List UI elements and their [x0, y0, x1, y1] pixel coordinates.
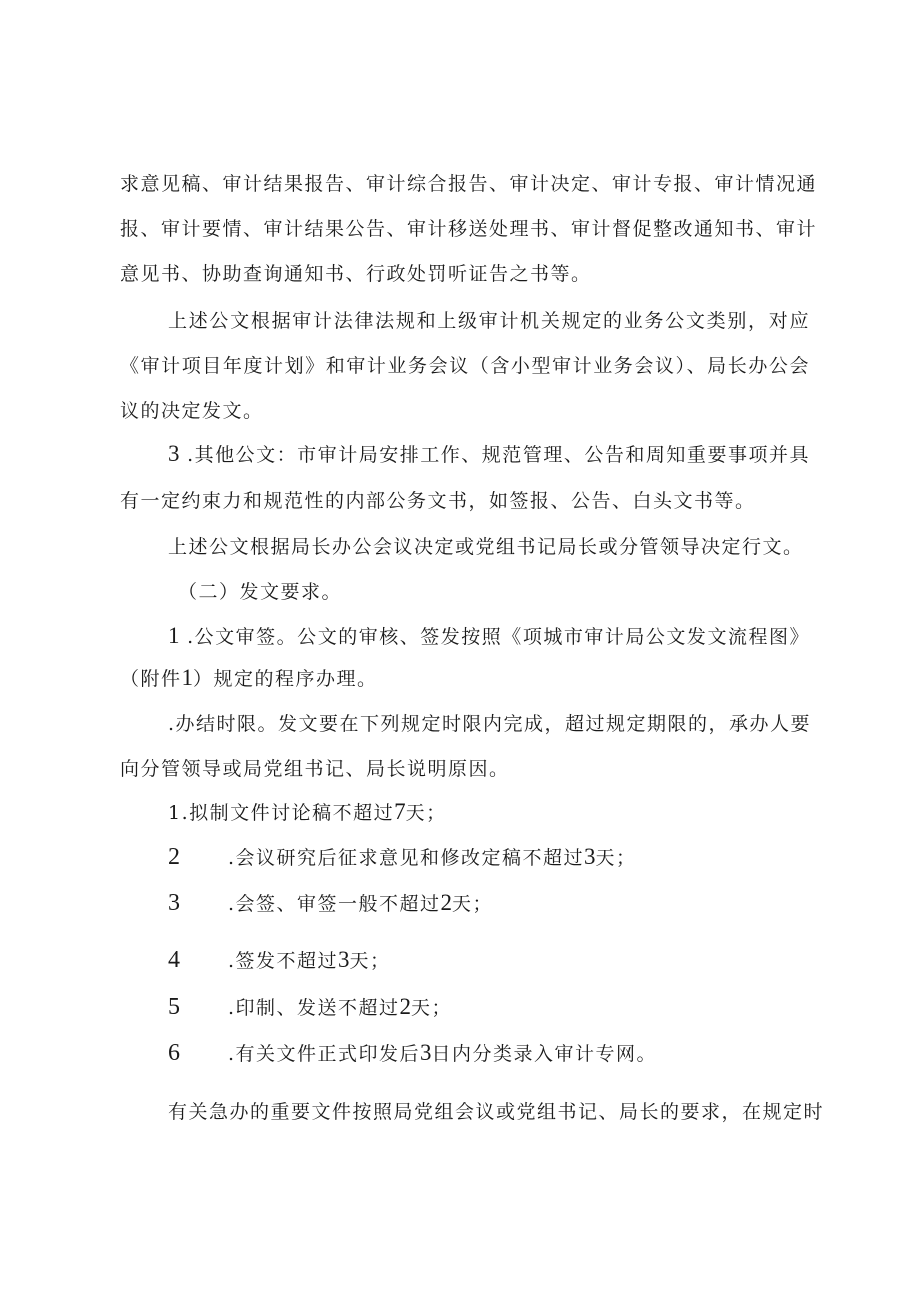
paragraph-3-line-1-text: .其他公文：市审计局安排工作、规范管理、公告和周知重要事项并具 [187, 444, 810, 466]
paragraph-5-line-2 [120, 664, 810, 693]
paragraph-2-line-3: 议的决定发文。 [120, 400, 264, 422]
paragraph-1-line-3: 意见书、协助查询通知书、行政处罚听证告之书等。 [120, 263, 592, 285]
time-limit-text: .有关文件正式印发后 [228, 1043, 421, 1065]
time-limit-days: 3 [420, 1040, 432, 1065]
time-limit-item [168, 889, 810, 918]
paragraph-1-line-2: 报、审计要情、审计结果公告、审计移送处理书、审计督促整改通知书、审计 [120, 218, 818, 240]
time-limit-item [168, 843, 810, 872]
paragraph-5-line-2-prefix: （附件 [120, 668, 182, 690]
time-limit-unit: 日内分类录入审计专网。 [431, 1043, 658, 1065]
paragraph-3-line-1 [168, 440, 810, 469]
time-limit-text: .拟制文件讨论稿不超过 [181, 802, 395, 824]
paragraph-2-line-2: 《审计项目年度计划》和审计业务会议（含小型审计业务会议）、局长办公会 [120, 355, 810, 377]
time-limit-text: .签发不超过 [228, 950, 339, 972]
time-limit-item [168, 1039, 810, 1068]
time-limit-unit: 天； [595, 847, 637, 869]
time-limit-days: 3 [338, 947, 350, 972]
paragraph-5-line-1 [168, 622, 810, 651]
time-limit-text: .会签、审签一般不超过 [228, 893, 441, 915]
paragraph-1-line-1: 求意见稿、审计结果报告、审计综合报告、审计决定、审计专报、审计情况通 [120, 173, 818, 195]
time-limit-days: 7 [394, 799, 406, 824]
paragraph-6-line-1: .办结时限。发文要在下列规定时限内完成，超过规定期限的，承办人要 [168, 713, 812, 735]
time-limit-text: .印制、发送不超过 [228, 997, 400, 1019]
paragraph-4-line-1: 上述公文根据局长办公会议决定或党组书记局长或分管领导决定行文。 [168, 536, 804, 558]
paragraph-5-attachment-number: 1 [181, 665, 194, 690]
time-limit-days: 2 [440, 890, 453, 915]
time-limit-number: 5 [168, 994, 180, 1020]
time-limit-number: 2 [168, 844, 180, 870]
section-heading: （二）发文要求。 [178, 581, 343, 603]
time-limit-unit: 天； [349, 950, 391, 972]
paragraph-2-line-1: 上述公文根据审计法律法规和上级审计机关规定的业务公文类别，对应 [168, 310, 810, 332]
time-limit-unit: 天； [411, 997, 453, 1019]
time-limit-item [168, 798, 810, 827]
time-limit-days: 3 [584, 844, 596, 869]
paragraph-3-line-2: 有一定约束力和规范性的内部公务文书，如签报、公告、白头文书等。 [120, 490, 756, 512]
time-limit-unit: 天； [405, 802, 447, 824]
paragraph-7-line-1: 有关急办的重要文件按照局党组会议或党组书记、局长的要求，在规定时 [168, 1101, 825, 1123]
paragraph-5-line-1-text: .公文审签。公文的审核、签发按照《项城市审计局公文发文流程图》 [187, 626, 810, 648]
time-limit-days: 2 [399, 994, 412, 1019]
paragraph-6-line-2: 向分管领导或局党组书记、局长说明原因。 [120, 758, 510, 780]
time-limit-number: 1 [168, 802, 182, 824]
time-limit-item [168, 993, 810, 1022]
paragraph-5-number: 1 [168, 623, 180, 648]
time-limit-item [168, 946, 810, 975]
paragraph-3-number: 3 [168, 441, 180, 466]
time-limit-number: 4 [168, 947, 180, 973]
time-limit-text: .会议研究后征求意见和修改定稿不超过 [228, 847, 585, 869]
time-limit-number: 6 [168, 1040, 180, 1066]
time-limit-unit: 天； [452, 893, 494, 915]
paragraph-5-line-2-suffix: ）规定的程序办理。 [193, 668, 378, 690]
time-limit-number: 3 [168, 890, 180, 916]
